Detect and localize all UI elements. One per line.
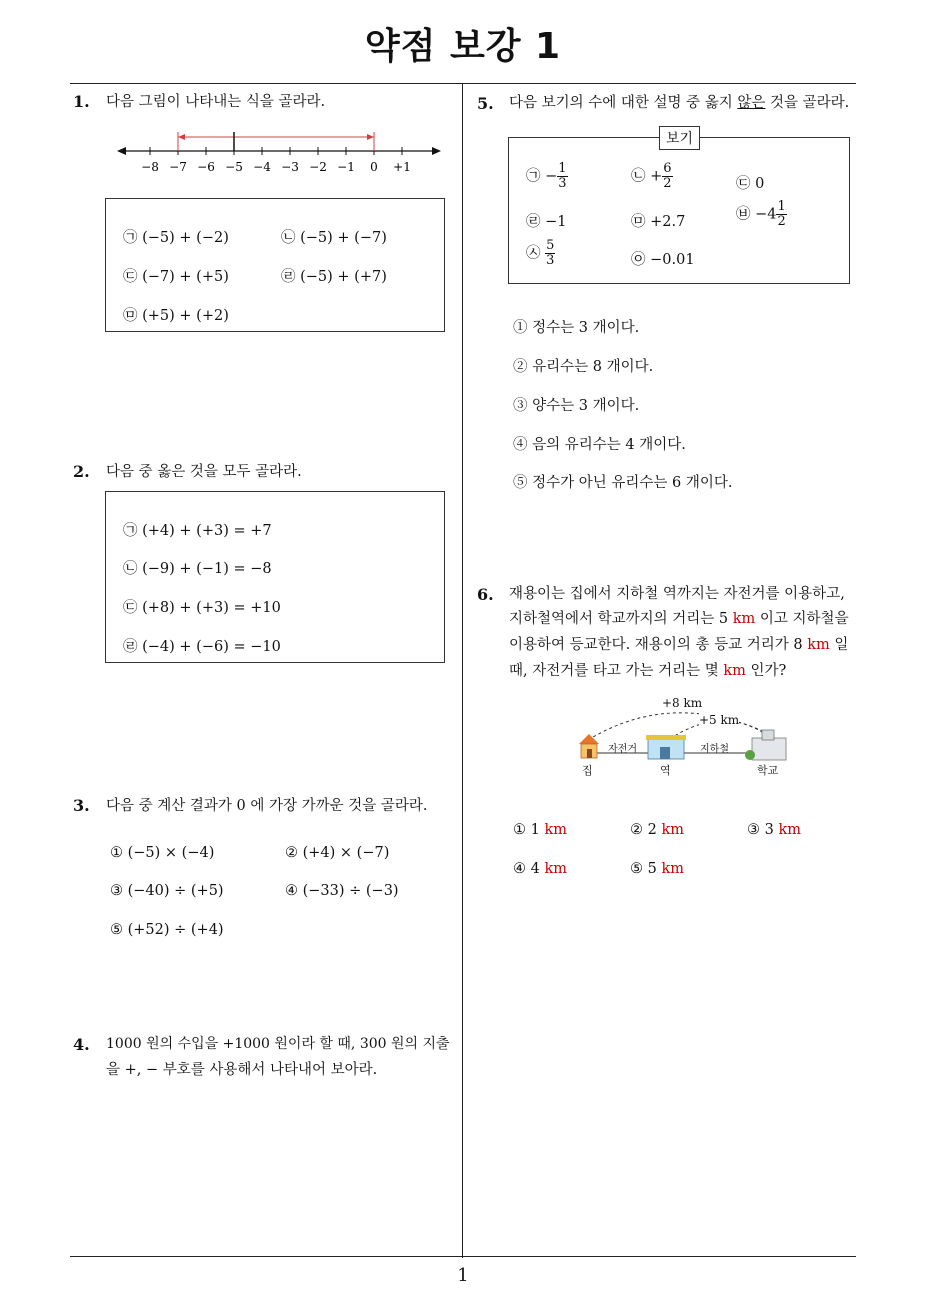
choice-expr: (+5) + (+2) — [142, 308, 229, 324]
choice-expr: (−4) + (−6) = −10 — [142, 639, 281, 655]
choice-box — [105, 198, 445, 332]
choice-2[interactable]: ② 유리수는 8 개이다. — [513, 359, 654, 375]
unit-km: km — [732, 611, 756, 627]
choice-3[interactable] — [747, 822, 801, 838]
tick-label: 0 — [370, 160, 378, 174]
choice-c[interactable] — [123, 265, 229, 286]
question-number: 1. — [73, 92, 90, 111]
tick-label: −2 — [309, 160, 327, 174]
unit-km: km — [661, 861, 684, 877]
question-number: 5. — [477, 94, 494, 113]
denominator: 2 — [777, 214, 786, 229]
item-value: 0 — [755, 176, 765, 192]
choice-expr: (−7) + (+5) — [142, 269, 229, 285]
subway-label: 지하철 — [700, 744, 729, 755]
numerator: 1 — [777, 199, 786, 214]
example-item-h — [631, 248, 695, 269]
text: 지하철역에서 학교까지의 거리는 5 — [509, 611, 733, 627]
school-label: 학교 — [757, 764, 779, 777]
house-icon — [579, 734, 599, 758]
choice-mark: ② — [630, 822, 643, 838]
choice-expr: (−40) ÷ (+5) — [127, 883, 224, 899]
choice-mark: ㉢ — [123, 600, 138, 616]
unit-km: km — [723, 663, 746, 679]
choice-5[interactable] — [630, 861, 684, 877]
question-text-line-1: 재용이는 집에서 지하철 역까지는 자전거를 이용하고, — [509, 586, 845, 602]
fraction — [557, 162, 567, 191]
choice-num: 1 — [530, 822, 540, 838]
page-number: 1 — [457, 1265, 469, 1286]
home-label: 집 — [582, 764, 593, 777]
question-text — [509, 90, 849, 117]
question-text-line-4 — [509, 658, 786, 685]
choice-expr: (−5) + (−2) — [142, 230, 229, 246]
choice-mark: ㉠ — [123, 230, 138, 246]
choice-mark: ⑤ — [630, 861, 643, 877]
item-mark: ㉦ — [526, 245, 541, 262]
example-item-e — [631, 210, 685, 231]
choice-expr: (+8) + (+3) = +10 — [142, 600, 281, 616]
question-number: 6. — [477, 585, 494, 604]
choice-mark: ③ — [747, 822, 760, 838]
tick-label: −6 — [197, 160, 215, 174]
numerator: 1 — [558, 161, 567, 176]
question-number: 3. — [73, 796, 90, 815]
question-text: 다음 그림이 나타내는 식을 골라라. — [106, 94, 326, 110]
choice-box — [105, 491, 445, 663]
unit-km: km — [544, 822, 567, 838]
choice-a[interactable] — [123, 226, 229, 247]
choice-mark: ㉠ — [123, 523, 138, 539]
tick-label: +1 — [393, 160, 411, 174]
example-item-c — [736, 172, 764, 193]
choice-3[interactable] — [110, 883, 224, 899]
choice-2[interactable] — [285, 845, 389, 861]
fraction — [545, 239, 555, 268]
text: 이고 지하철을 — [755, 611, 849, 627]
numerator: 5 — [546, 238, 555, 253]
choice-expr: (−9) + (−1) = −8 — [142, 561, 272, 577]
choice-mark: ① — [513, 822, 526, 838]
unit-km: km — [661, 822, 684, 838]
item-mark: ㉠ — [526, 168, 541, 185]
question-text-line-1: 1000 원의 수입을 +1000 원이라 할 때, 300 원의 지출 — [106, 1036, 450, 1052]
example-item-a — [526, 162, 568, 191]
choice-mark: ⑤ — [110, 922, 123, 938]
top-rule — [70, 83, 856, 84]
denominator: 3 — [546, 253, 555, 268]
denominator: 2 — [663, 176, 672, 191]
tick-label: −1 — [337, 160, 355, 174]
question-text-line-2 — [509, 606, 849, 633]
choice-mark: ㉢ — [123, 269, 138, 285]
choice-mark: ④ — [285, 883, 298, 899]
item-mark: ㉣ — [526, 214, 541, 230]
choice-expr: (+4) + (+3) = +7 — [142, 523, 272, 539]
choice-mark: ㉡ — [281, 230, 296, 246]
example-item-d — [526, 210, 566, 231]
bike-label: 자전거 — [608, 744, 637, 755]
unit-km: km — [544, 861, 567, 877]
station-label: 역 — [660, 764, 671, 777]
choice-a[interactable] — [123, 519, 272, 540]
question-text-line-3 — [509, 632, 848, 659]
choice-mark: ① — [110, 845, 123, 861]
choice-expr: (+4) × (−7) — [302, 845, 390, 861]
choice-3[interactable]: ③ 양수는 3 개이다. — [513, 398, 640, 414]
choice-num: 4 — [530, 861, 540, 877]
choice-b[interactable] — [281, 226, 387, 247]
choice-num: 3 — [764, 822, 774, 838]
choice-4[interactable] — [513, 861, 567, 877]
question-text-b: 것을 골라라. — [765, 95, 850, 111]
fraction — [662, 162, 672, 191]
item-sign: − — [545, 168, 558, 185]
item-value: +2.7 — [650, 214, 686, 230]
tick-label: −5 — [225, 160, 243, 174]
choice-5[interactable]: ⑤ 정수가 아닌 유리수는 6 개이다. — [513, 475, 733, 491]
item-mark: ㉡ — [631, 168, 646, 185]
question-text-line-2: 을 +, − 부호를 사용해서 나타내어 보아라. — [106, 1062, 378, 1078]
example-item-b — [631, 162, 673, 191]
example-box — [508, 131, 850, 284]
choice-expr: (−5) + (+7) — [300, 269, 387, 285]
item-value: −0.01 — [650, 252, 695, 268]
denominator: 3 — [558, 176, 567, 191]
column-divider — [462, 84, 463, 1258]
choice-mark: ④ — [513, 861, 526, 877]
choice-b[interactable] — [123, 557, 272, 578]
total-distance-label: +8 km — [662, 696, 703, 710]
tick-label: −3 — [281, 160, 299, 174]
tick-label: −8 — [141, 160, 159, 174]
choice-5[interactable] — [110, 922, 224, 938]
choice-e[interactable] — [123, 304, 229, 325]
text: 일 — [829, 637, 849, 653]
school-icon — [745, 730, 786, 760]
choice-1[interactable] — [110, 845, 214, 861]
station-icon — [646, 735, 686, 759]
bottom-rule — [70, 1256, 856, 1257]
example-box-label: 보기 — [659, 126, 700, 150]
choice-mark: ㉡ — [123, 561, 138, 577]
text: 인가? — [745, 663, 787, 679]
choice-expr: (−33) ÷ (−3) — [302, 883, 399, 899]
example-item-f — [736, 200, 787, 229]
fraction — [776, 200, 786, 229]
choice-2[interactable] — [630, 822, 684, 838]
choice-expr: (−5) × (−4) — [127, 845, 215, 861]
question-text-a: 다음 보기의 수에 대한 설명 중 옳지 — [509, 95, 738, 111]
tick-label: −4 — [253, 160, 271, 174]
item-mark: ㉤ — [631, 214, 646, 230]
choice-mark: ③ — [110, 883, 123, 899]
choice-4[interactable] — [285, 883, 399, 899]
choice-mark: ㉣ — [281, 269, 296, 285]
number-line — [115, 125, 445, 180]
question-number: 4. — [73, 1035, 90, 1054]
subway-distance-label: +5 km — [699, 713, 740, 727]
question-number: 2. — [73, 462, 90, 481]
item-whole: −4 — [755, 206, 777, 223]
choice-d[interactable] — [281, 265, 387, 286]
text: 때, 자전거를 타고 가는 거리는 몇 — [509, 663, 724, 679]
page-title: 약점 보강 1 — [364, 26, 562, 67]
choice-num: 2 — [647, 822, 657, 838]
choice-mark: ㉣ — [123, 639, 138, 655]
tick-label: −7 — [169, 160, 187, 174]
underlined-word: 않은 — [737, 95, 766, 111]
choice-c[interactable] — [123, 596, 281, 617]
item-mark: ㉢ — [736, 176, 751, 192]
question-text: 다음 중 옳은 것을 모두 골라라. — [106, 464, 302, 480]
item-value: −1 — [545, 214, 567, 230]
choice-expr: (+52) ÷ (+4) — [127, 922, 224, 938]
unit-km: km — [807, 637, 830, 653]
choice-mark: ㉤ — [123, 308, 138, 324]
numerator: 6 — [663, 161, 672, 176]
item-mark: ㉥ — [736, 206, 751, 223]
choice-d[interactable] — [123, 635, 281, 656]
unit-km: km — [778, 822, 801, 838]
choice-num: 5 — [647, 861, 657, 877]
choice-mark: ② — [285, 845, 298, 861]
item-mark: ㉧ — [631, 252, 646, 268]
choice-expr: (−5) + (−7) — [300, 230, 387, 246]
question-text: 다음 중 계산 결과가 0 에 가장 가까운 것을 골라라. — [106, 798, 428, 814]
choice-1[interactable]: ① 정수는 3 개이다. — [513, 320, 640, 336]
text: 이용하여 등교한다. 재용이의 총 등교 거리가 8 — [509, 637, 808, 653]
choice-4[interactable]: ④ 음의 유리수는 4 개이다. — [513, 437, 686, 453]
example-item-g — [526, 239, 555, 268]
item-sign: + — [650, 168, 663, 185]
choice-1[interactable] — [513, 822, 567, 838]
